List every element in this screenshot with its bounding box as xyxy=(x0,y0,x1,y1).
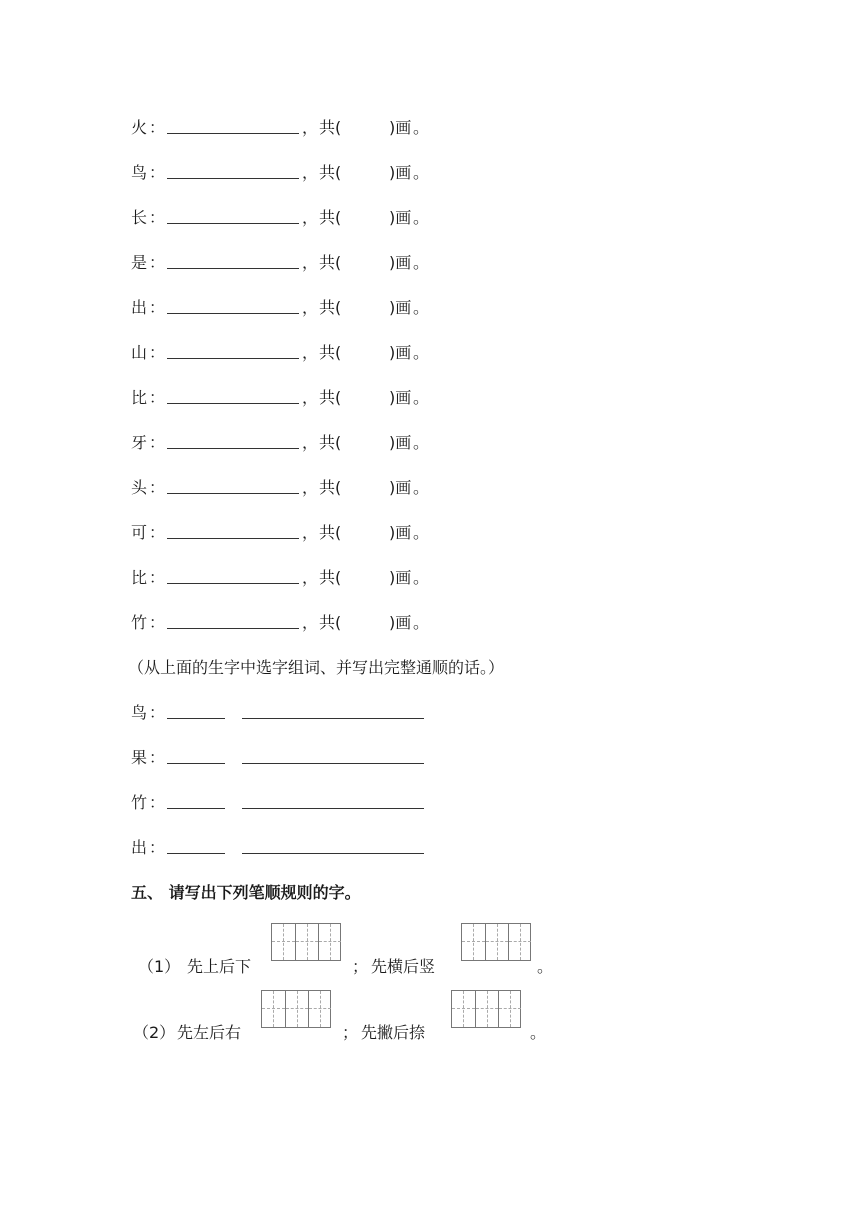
row-close-hua: )画 xyxy=(389,568,412,587)
row-char: 可 xyxy=(131,523,148,542)
writing-grid-q2-a[interactable] xyxy=(261,990,331,1028)
row-char: 出 xyxy=(131,838,148,857)
sentence-blank[interactable] xyxy=(242,808,424,809)
instruction-text: （从上面的生字中选字组词、并写出完整通顺的话。） xyxy=(128,658,505,677)
row-char: 鸟 xyxy=(131,163,148,182)
q2-end: 。 xyxy=(530,1023,547,1042)
row-char: 长 xyxy=(131,208,148,227)
row-char: 火 xyxy=(131,118,148,137)
row-char: 头 xyxy=(131,478,148,497)
q2-rule-pie-na: 先撇后捺 xyxy=(361,1023,426,1042)
row-comma: ， xyxy=(302,433,319,452)
row-gong-open: 共( xyxy=(319,298,342,317)
row-comma: ， xyxy=(302,388,319,407)
stroke-order-blank[interactable] xyxy=(167,268,299,269)
row-period: 。 xyxy=(413,163,430,182)
q1-separator: ； xyxy=(352,957,369,976)
row-gong-open: 共( xyxy=(319,613,342,632)
sentence-blank[interactable] xyxy=(242,718,424,719)
row-gong-open: 共( xyxy=(319,433,342,452)
row-colon: ： xyxy=(149,613,166,632)
stroke-order-blank[interactable] xyxy=(167,448,299,449)
row-colon: ： xyxy=(149,433,166,452)
row-comma: ， xyxy=(302,343,319,362)
q1-rule-top-bottom: 先上后下 xyxy=(187,957,252,976)
row-colon: ： xyxy=(149,478,166,497)
row-period: 。 xyxy=(413,343,430,362)
sentence-blank[interactable] xyxy=(242,763,424,764)
row-close-hua: )画 xyxy=(389,118,412,137)
stroke-order-blank[interactable] xyxy=(167,133,299,134)
stroke-order-blank[interactable] xyxy=(167,223,299,224)
q1-end: 。 xyxy=(537,957,554,976)
row-comma: ， xyxy=(302,568,319,587)
row-gong-open: 共( xyxy=(319,253,342,272)
word-blank[interactable] xyxy=(167,853,225,854)
row-colon: ： xyxy=(149,163,166,182)
row-colon: ： xyxy=(149,793,166,812)
stroke-order-blank[interactable] xyxy=(167,313,299,314)
row-colon: ： xyxy=(149,298,166,317)
row-char: 是 xyxy=(131,253,148,272)
row-period: 。 xyxy=(413,388,430,407)
stroke-order-blank[interactable] xyxy=(167,583,299,584)
row-close-hua: )画 xyxy=(389,343,412,362)
row-gong-open: 共( xyxy=(319,568,342,587)
row-period: 。 xyxy=(413,208,430,227)
row-period: 。 xyxy=(413,253,430,272)
row-colon: ： xyxy=(149,523,166,542)
row-gong-open: 共( xyxy=(319,343,342,362)
q2-rule-left-right: 先左后右 xyxy=(177,1023,242,1042)
row-close-hua: )画 xyxy=(389,388,412,407)
row-close-hua: )画 xyxy=(389,478,412,497)
row-colon: ： xyxy=(149,118,166,137)
row-colon: ： xyxy=(149,343,166,362)
row-char: 鸟 xyxy=(131,703,148,722)
stroke-order-blank[interactable] xyxy=(167,178,299,179)
q2-separator: ； xyxy=(342,1023,359,1042)
row-period: 。 xyxy=(413,298,430,317)
stroke-order-blank[interactable] xyxy=(167,628,299,629)
row-comma: ， xyxy=(302,478,319,497)
row-char: 竹 xyxy=(131,793,148,812)
row-close-hua: )画 xyxy=(389,613,412,632)
row-char: 比 xyxy=(131,568,148,587)
word-blank[interactable] xyxy=(167,718,225,719)
row-gong-open: 共( xyxy=(319,208,342,227)
row-colon: ： xyxy=(149,568,166,587)
q2-label: （2） xyxy=(133,1023,176,1042)
stroke-order-blank[interactable] xyxy=(167,358,299,359)
stroke-order-blank[interactable] xyxy=(167,403,299,404)
row-char: 比 xyxy=(131,388,148,407)
row-gong-open: 共( xyxy=(319,163,342,182)
q1-rule-horizontal-vertical: 先横后竖 xyxy=(371,957,436,976)
row-comma: ， xyxy=(302,298,319,317)
row-colon: ： xyxy=(149,748,166,767)
row-colon: ： xyxy=(149,388,166,407)
row-comma: ， xyxy=(302,613,319,632)
row-comma: ， xyxy=(302,253,319,272)
row-close-hua: )画 xyxy=(389,163,412,182)
row-gong-open: 共( xyxy=(319,388,342,407)
row-close-hua: )画 xyxy=(389,298,412,317)
row-char: 牙 xyxy=(131,433,148,452)
writing-grid-q2-b[interactable] xyxy=(451,990,521,1028)
row-close-hua: )画 xyxy=(389,523,412,542)
row-period: 。 xyxy=(413,613,430,632)
row-close-hua: )画 xyxy=(389,253,412,272)
row-colon: ： xyxy=(149,838,166,857)
row-period: 。 xyxy=(413,523,430,542)
row-comma: ， xyxy=(302,163,319,182)
word-blank[interactable] xyxy=(167,763,225,764)
row-period: 。 xyxy=(413,568,430,587)
row-gong-open: 共( xyxy=(319,118,342,137)
sentence-blank[interactable] xyxy=(242,853,424,854)
row-period: 。 xyxy=(413,433,430,452)
stroke-order-blank[interactable] xyxy=(167,538,299,539)
row-comma: ， xyxy=(302,523,319,542)
row-close-hua: )画 xyxy=(389,433,412,452)
writing-grid-q1-b[interactable] xyxy=(461,923,531,961)
word-blank[interactable] xyxy=(167,808,225,809)
stroke-order-blank[interactable] xyxy=(167,493,299,494)
row-char: 竹 xyxy=(131,613,148,632)
writing-grid-q1-a[interactable] xyxy=(271,923,341,961)
row-period: 。 xyxy=(413,478,430,497)
row-char: 山 xyxy=(131,343,148,362)
row-period: 。 xyxy=(413,118,430,137)
row-gong-open: 共( xyxy=(319,523,342,542)
row-colon: ： xyxy=(149,703,166,722)
q1-label: （1） xyxy=(138,957,181,976)
row-colon: ： xyxy=(149,253,166,272)
row-comma: ， xyxy=(302,208,319,227)
row-close-hua: )画 xyxy=(389,208,412,227)
section-five-heading: 五、 请写出下列笔顺规则的字。 xyxy=(131,883,361,902)
row-comma: ， xyxy=(302,118,319,137)
row-colon: ： xyxy=(149,208,166,227)
row-char: 出 xyxy=(131,298,148,317)
row-char: 果 xyxy=(131,748,148,767)
row-gong-open: 共( xyxy=(319,478,342,497)
